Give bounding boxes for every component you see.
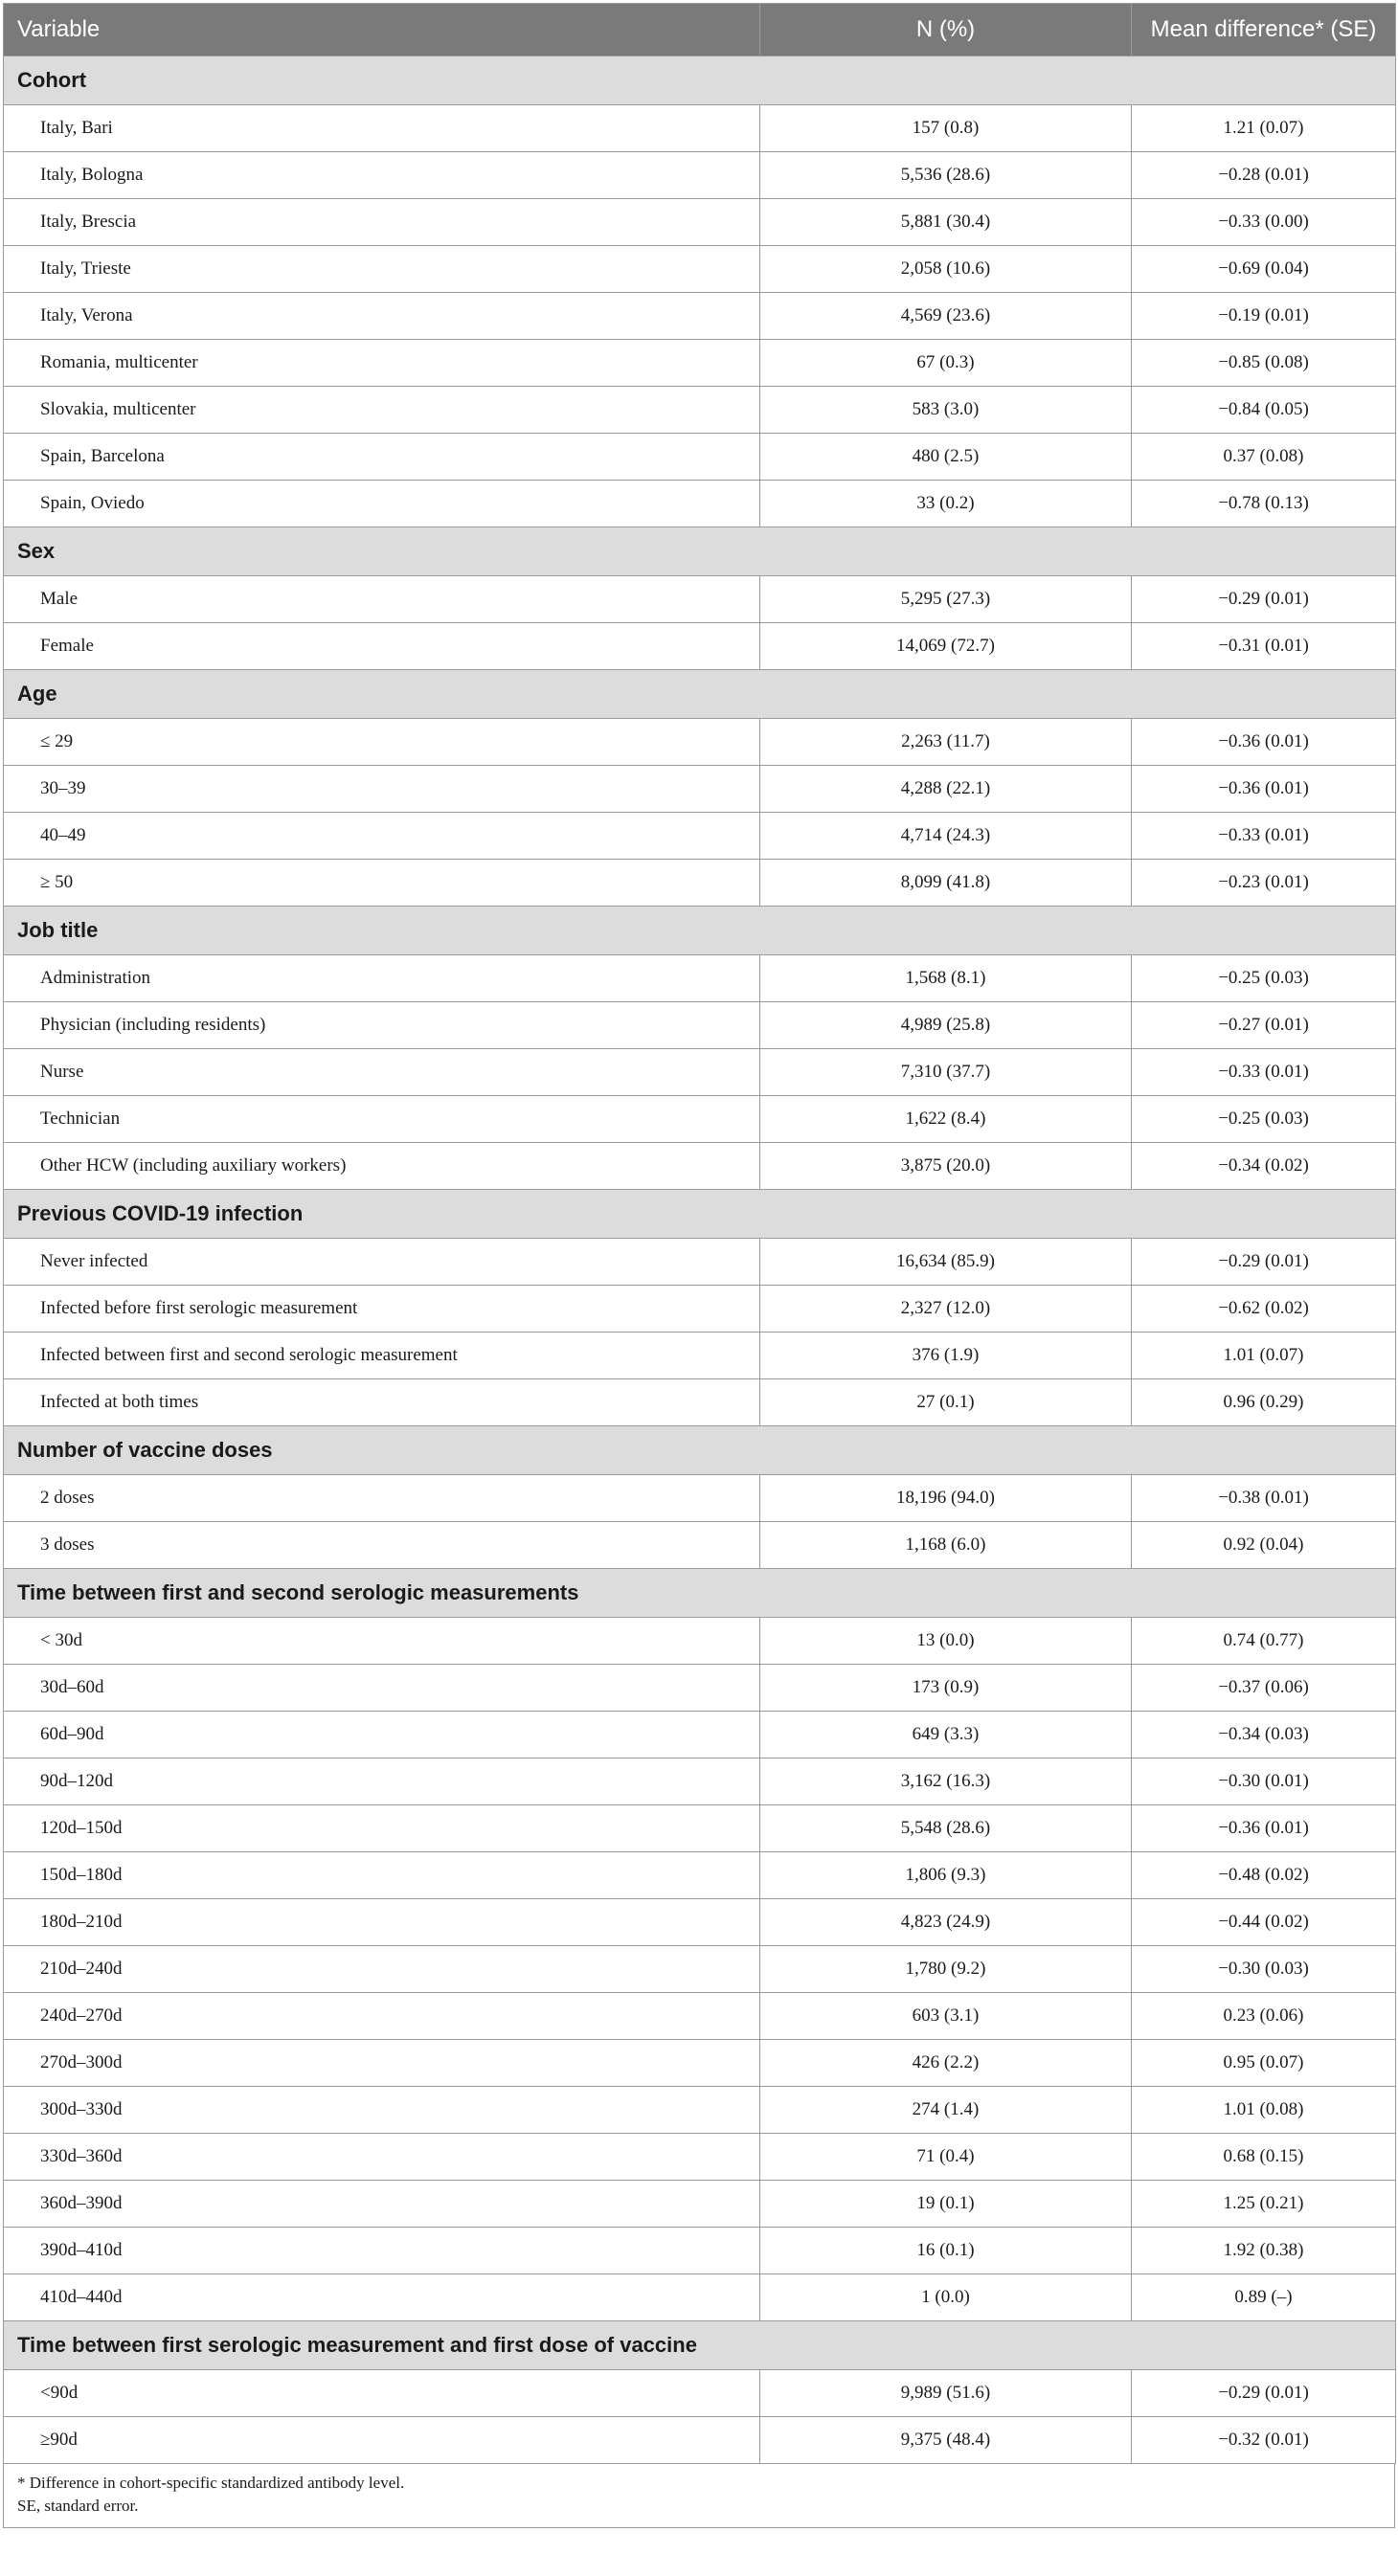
section-title: Time between first serologic measurement and first dose of vaccine	[4, 2321, 1396, 2370]
table-row	[4, 860, 1396, 907]
row-mean-difference: 1.21 (0.07)	[1132, 105, 1396, 152]
section-header-row	[4, 670, 1396, 719]
row-mean-difference: 1.25 (0.21)	[1132, 2181, 1396, 2228]
section-title: Age	[4, 670, 1396, 719]
table-row	[4, 1993, 1396, 2040]
row-n-percent: 603 (3.1)	[760, 1993, 1132, 2040]
table-row	[4, 2134, 1396, 2181]
section-header-row	[4, 56, 1396, 105]
row-variable: 2 doses	[4, 1475, 760, 1522]
table-row	[4, 2417, 1396, 2464]
row-n-percent: 18,196 (94.0)	[760, 1475, 1132, 1522]
row-n-percent: 13 (0.0)	[760, 1618, 1132, 1665]
row-variable: 120d–150d	[4, 1805, 760, 1852]
row-n-percent: 7,310 (37.7)	[760, 1049, 1132, 1096]
row-mean-difference: 0.95 (0.07)	[1132, 2040, 1396, 2087]
row-variable: Italy, Bari	[4, 105, 760, 152]
row-mean-difference: −0.33 (0.00)	[1132, 199, 1396, 246]
table-row	[4, 434, 1396, 481]
row-mean-difference: 1.92 (0.38)	[1132, 2228, 1396, 2274]
row-mean-difference: −0.30 (0.03)	[1132, 1946, 1396, 1993]
row-n-percent: 8,099 (41.8)	[760, 860, 1132, 907]
row-mean-difference: −0.85 (0.08)	[1132, 340, 1396, 387]
row-mean-difference: −0.78 (0.13)	[1132, 481, 1396, 527]
results-table-page	[3, 3, 1395, 2528]
section-title: Previous COVID-19 infection	[4, 1190, 1396, 1239]
table-row	[4, 1522, 1396, 1569]
row-mean-difference: 0.68 (0.15)	[1132, 2134, 1396, 2181]
row-n-percent: 5,536 (28.6)	[760, 152, 1132, 199]
table-row	[4, 623, 1396, 670]
row-variable: Other HCW (including auxiliary workers)	[4, 1143, 760, 1190]
row-mean-difference: −0.27 (0.01)	[1132, 1002, 1396, 1049]
row-mean-difference: −0.29 (0.01)	[1132, 1239, 1396, 1286]
table-row	[4, 105, 1396, 152]
row-mean-difference: −0.37 (0.06)	[1132, 1665, 1396, 1712]
table-row	[4, 1002, 1396, 1049]
row-variable: 240d–270d	[4, 1993, 760, 2040]
row-n-percent: 5,295 (27.3)	[760, 576, 1132, 623]
row-n-percent: 3,162 (16.3)	[760, 1758, 1132, 1805]
row-variable: Slovakia, multicenter	[4, 387, 760, 434]
row-variable: 3 doses	[4, 1522, 760, 1569]
section-title: Number of vaccine doses	[4, 1426, 1396, 1475]
row-n-percent: 5,548 (28.6)	[760, 1805, 1132, 1852]
row-n-percent: 274 (1.4)	[760, 2087, 1132, 2134]
row-mean-difference: −0.84 (0.05)	[1132, 387, 1396, 434]
row-n-percent: 71 (0.4)	[760, 2134, 1132, 2181]
row-variable: Physician (including residents)	[4, 1002, 760, 1049]
row-n-percent: 1,780 (9.2)	[760, 1946, 1132, 1993]
table-row	[4, 2181, 1396, 2228]
table-row	[4, 246, 1396, 293]
row-variable: 210d–240d	[4, 1946, 760, 1993]
row-mean-difference: −0.19 (0.01)	[1132, 293, 1396, 340]
row-variable: <90d	[4, 2370, 760, 2417]
row-n-percent: 1,622 (8.4)	[760, 1096, 1132, 1143]
row-variable: 410d–440d	[4, 2274, 760, 2321]
row-mean-difference: 0.37 (0.08)	[1132, 434, 1396, 481]
footnote-se: SE, standard error.	[17, 2497, 139, 2515]
section-title: Job title	[4, 907, 1396, 955]
table-row	[4, 1143, 1396, 1190]
row-variable: 300d–330d	[4, 2087, 760, 2134]
row-n-percent: 583 (3.0)	[760, 387, 1132, 434]
row-mean-difference: −0.62 (0.02)	[1132, 1286, 1396, 1333]
header-variable: Variable	[4, 4, 760, 56]
row-n-percent: 173 (0.9)	[760, 1665, 1132, 1712]
row-variable: 360d–390d	[4, 2181, 760, 2228]
row-mean-difference: 0.23 (0.06)	[1132, 1993, 1396, 2040]
row-n-percent: 1,806 (9.3)	[760, 1852, 1132, 1899]
row-variable: Spain, Oviedo	[4, 481, 760, 527]
row-n-percent: 2,263 (11.7)	[760, 719, 1132, 766]
row-mean-difference: 0.92 (0.04)	[1132, 1522, 1396, 1569]
row-variable: 270d–300d	[4, 2040, 760, 2087]
table-footnotes	[3, 2464, 1395, 2528]
table-row	[4, 1899, 1396, 1946]
row-variable: Romania, multicenter	[4, 340, 760, 387]
row-mean-difference: −0.30 (0.01)	[1132, 1758, 1396, 1805]
row-variable: ≥ 50	[4, 860, 760, 907]
row-mean-difference: −0.48 (0.02)	[1132, 1852, 1396, 1899]
table-row	[4, 387, 1396, 434]
row-mean-difference: 1.01 (0.08)	[1132, 2087, 1396, 2134]
row-variable: 180d–210d	[4, 1899, 760, 1946]
row-variable: Male	[4, 576, 760, 623]
row-variable: 90d–120d	[4, 1758, 760, 1805]
row-mean-difference: −0.69 (0.04)	[1132, 246, 1396, 293]
section-title: Sex	[4, 527, 1396, 576]
table-row	[4, 1286, 1396, 1333]
row-n-percent: 1,568 (8.1)	[760, 955, 1132, 1002]
table-row	[4, 1946, 1396, 1993]
header-row	[4, 4, 1396, 56]
row-mean-difference: −0.29 (0.01)	[1132, 2370, 1396, 2417]
row-mean-difference: −0.44 (0.02)	[1132, 1899, 1396, 1946]
section-header-row	[4, 1426, 1396, 1475]
table-row	[4, 2274, 1396, 2321]
row-n-percent: 4,569 (23.6)	[760, 293, 1132, 340]
row-mean-difference: −0.38 (0.01)	[1132, 1475, 1396, 1522]
row-n-percent: 19 (0.1)	[760, 2181, 1132, 2228]
section-title: Cohort	[4, 56, 1396, 105]
table-header	[4, 4, 1396, 56]
row-mean-difference: −0.36 (0.01)	[1132, 1805, 1396, 1852]
row-mean-difference: −0.28 (0.01)	[1132, 152, 1396, 199]
table-row	[4, 813, 1396, 860]
row-variable: Italy, Bologna	[4, 152, 760, 199]
row-mean-difference: −0.33 (0.01)	[1132, 1049, 1396, 1096]
row-n-percent: 4,714 (24.3)	[760, 813, 1132, 860]
table-row	[4, 152, 1396, 199]
table-row	[4, 766, 1396, 813]
section-header-row	[4, 2321, 1396, 2370]
table-row	[4, 1475, 1396, 1522]
table-row	[4, 1665, 1396, 1712]
row-variable: ≥90d	[4, 2417, 760, 2464]
row-variable: 30–39	[4, 766, 760, 813]
row-variable: Infected at both times	[4, 1379, 760, 1426]
row-mean-difference: −0.36 (0.01)	[1132, 719, 1396, 766]
table-row	[4, 1379, 1396, 1426]
table-row	[4, 955, 1396, 1002]
section-header-row	[4, 527, 1396, 576]
row-n-percent: 2,327 (12.0)	[760, 1286, 1132, 1333]
row-variable: 150d–180d	[4, 1852, 760, 1899]
row-mean-difference: −0.34 (0.02)	[1132, 1143, 1396, 1190]
row-variable: Italy, Brescia	[4, 199, 760, 246]
table-row	[4, 340, 1396, 387]
row-variable: 390d–410d	[4, 2228, 760, 2274]
row-variable: 330d–360d	[4, 2134, 760, 2181]
table-row	[4, 293, 1396, 340]
row-n-percent: 480 (2.5)	[760, 434, 1132, 481]
row-n-percent: 16,634 (85.9)	[760, 1239, 1132, 1286]
row-mean-difference: −0.34 (0.03)	[1132, 1712, 1396, 1758]
row-variable: ≤ 29	[4, 719, 760, 766]
header-n-percent: N (%)	[760, 4, 1132, 56]
row-mean-difference: 0.74 (0.77)	[1132, 1618, 1396, 1665]
table-row	[4, 2040, 1396, 2087]
row-mean-difference: −0.31 (0.01)	[1132, 623, 1396, 670]
row-variable: Italy, Trieste	[4, 246, 760, 293]
section-header-row	[4, 1190, 1396, 1239]
row-n-percent: 9,375 (48.4)	[760, 2417, 1132, 2464]
row-mean-difference: −0.23 (0.01)	[1132, 860, 1396, 907]
row-variable: Italy, Verona	[4, 293, 760, 340]
table-row	[4, 2228, 1396, 2274]
row-variable: Never infected	[4, 1239, 760, 1286]
row-mean-difference: −0.32 (0.01)	[1132, 2417, 1396, 2464]
row-mean-difference: 1.01 (0.07)	[1132, 1333, 1396, 1379]
row-n-percent: 376 (1.9)	[760, 1333, 1132, 1379]
row-n-percent: 67 (0.3)	[760, 340, 1132, 387]
row-n-percent: 5,881 (30.4)	[760, 199, 1132, 246]
table-row	[4, 1096, 1396, 1143]
table-body	[4, 56, 1396, 2464]
row-mean-difference: −0.25 (0.03)	[1132, 955, 1396, 1002]
row-variable: 60d–90d	[4, 1712, 760, 1758]
table-row	[4, 1852, 1396, 1899]
table-row	[4, 481, 1396, 527]
table-row	[4, 2087, 1396, 2134]
footnote-mean-difference: * Difference in cohort-specific standardized antibody level.	[17, 2474, 405, 2492]
row-n-percent: 426 (2.2)	[760, 2040, 1132, 2087]
results-table	[3, 3, 1396, 2464]
row-n-percent: 2,058 (10.6)	[760, 246, 1132, 293]
row-mean-difference: −0.25 (0.03)	[1132, 1096, 1396, 1143]
row-n-percent: 4,823 (24.9)	[760, 1899, 1132, 1946]
table-row	[4, 1333, 1396, 1379]
row-n-percent: 4,989 (25.8)	[760, 1002, 1132, 1049]
section-header-row	[4, 907, 1396, 955]
row-n-percent: 27 (0.1)	[760, 1379, 1132, 1426]
row-n-percent: 9,989 (51.6)	[760, 2370, 1132, 2417]
row-n-percent: 4,288 (22.1)	[760, 766, 1132, 813]
table-row	[4, 1805, 1396, 1852]
row-variable: Infected before first serologic measurement	[4, 1286, 760, 1333]
row-variable: 40–49	[4, 813, 760, 860]
table-row	[4, 1712, 1396, 1758]
row-mean-difference: −0.33 (0.01)	[1132, 813, 1396, 860]
row-variable: < 30d	[4, 1618, 760, 1665]
table-row	[4, 1049, 1396, 1096]
row-variable: Administration	[4, 955, 760, 1002]
table-row	[4, 1239, 1396, 1286]
table-row	[4, 1618, 1396, 1665]
row-variable: Spain, Barcelona	[4, 434, 760, 481]
row-variable: Technician	[4, 1096, 760, 1143]
table-row	[4, 576, 1396, 623]
header-mean-difference: Mean difference* (SE)	[1132, 4, 1396, 56]
row-variable: Nurse	[4, 1049, 760, 1096]
table-row	[4, 2370, 1396, 2417]
row-variable: Female	[4, 623, 760, 670]
row-n-percent: 649 (3.3)	[760, 1712, 1132, 1758]
row-mean-difference: 0.89 (–)	[1132, 2274, 1396, 2321]
section-title: Time between first and second serologic measurements	[4, 1569, 1396, 1618]
row-mean-difference: −0.29 (0.01)	[1132, 576, 1396, 623]
row-mean-difference: 0.96 (0.29)	[1132, 1379, 1396, 1426]
row-variable: Infected between first and second serologic measurement	[4, 1333, 760, 1379]
section-header-row	[4, 1569, 1396, 1618]
row-n-percent: 14,069 (72.7)	[760, 623, 1132, 670]
row-n-percent: 16 (0.1)	[760, 2228, 1132, 2274]
table-row	[4, 199, 1396, 246]
row-n-percent: 157 (0.8)	[760, 105, 1132, 152]
table-row	[4, 719, 1396, 766]
row-n-percent: 1 (0.0)	[760, 2274, 1132, 2321]
row-variable: 30d–60d	[4, 1665, 760, 1712]
table-row	[4, 1758, 1396, 1805]
row-n-percent: 3,875 (20.0)	[760, 1143, 1132, 1190]
row-n-percent: 33 (0.2)	[760, 481, 1132, 527]
row-n-percent: 1,168 (6.0)	[760, 1522, 1132, 1569]
row-mean-difference: −0.36 (0.01)	[1132, 766, 1396, 813]
